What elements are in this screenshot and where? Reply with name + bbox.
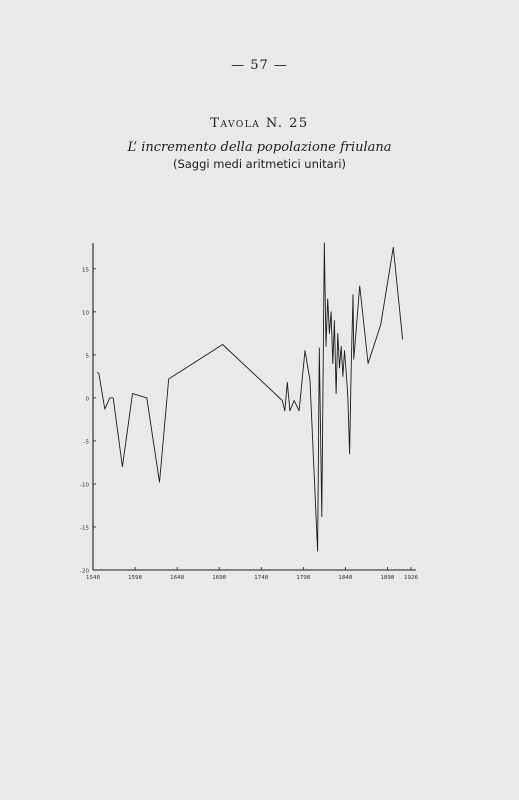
x-tick-label: 1548 (86, 575, 100, 581)
x-tick-label: 1698 (212, 575, 227, 581)
chart-title: L’ incremento della popolazione friulana (127, 140, 392, 155)
chart-series (97, 243, 402, 551)
y-tick-label: 15 (82, 267, 89, 274)
x-tick-label: 1648 (170, 575, 185, 581)
table-label: Tavola N. 25 (210, 116, 309, 131)
page-number: — 57 — (231, 58, 288, 73)
y-tick-label: -5 (83, 439, 89, 446)
y-tick-label: -20 (80, 568, 89, 575)
x-tick-label: 1598 (128, 575, 143, 581)
x-tick-label: 1926 (404, 575, 418, 581)
y-tick-label: 0 (85, 396, 89, 403)
x-tick-label: 1798 (296, 575, 311, 581)
y-tick-label: -15 (80, 525, 89, 532)
y-tick-label: -10 (80, 482, 89, 489)
y-tick-label: 10 (82, 310, 89, 317)
y-tick-label: 5 (85, 353, 89, 360)
chart-axes (93, 243, 416, 570)
x-tick-label: 1748 (254, 575, 269, 581)
x-tick-label: 1848 (338, 575, 353, 581)
chart-subtitle: (Saggi medi aritmetici unitari) (172, 157, 347, 171)
chart-ticks (80, 267, 418, 581)
x-tick-label: 1898 (380, 575, 395, 581)
series-line (97, 243, 402, 551)
